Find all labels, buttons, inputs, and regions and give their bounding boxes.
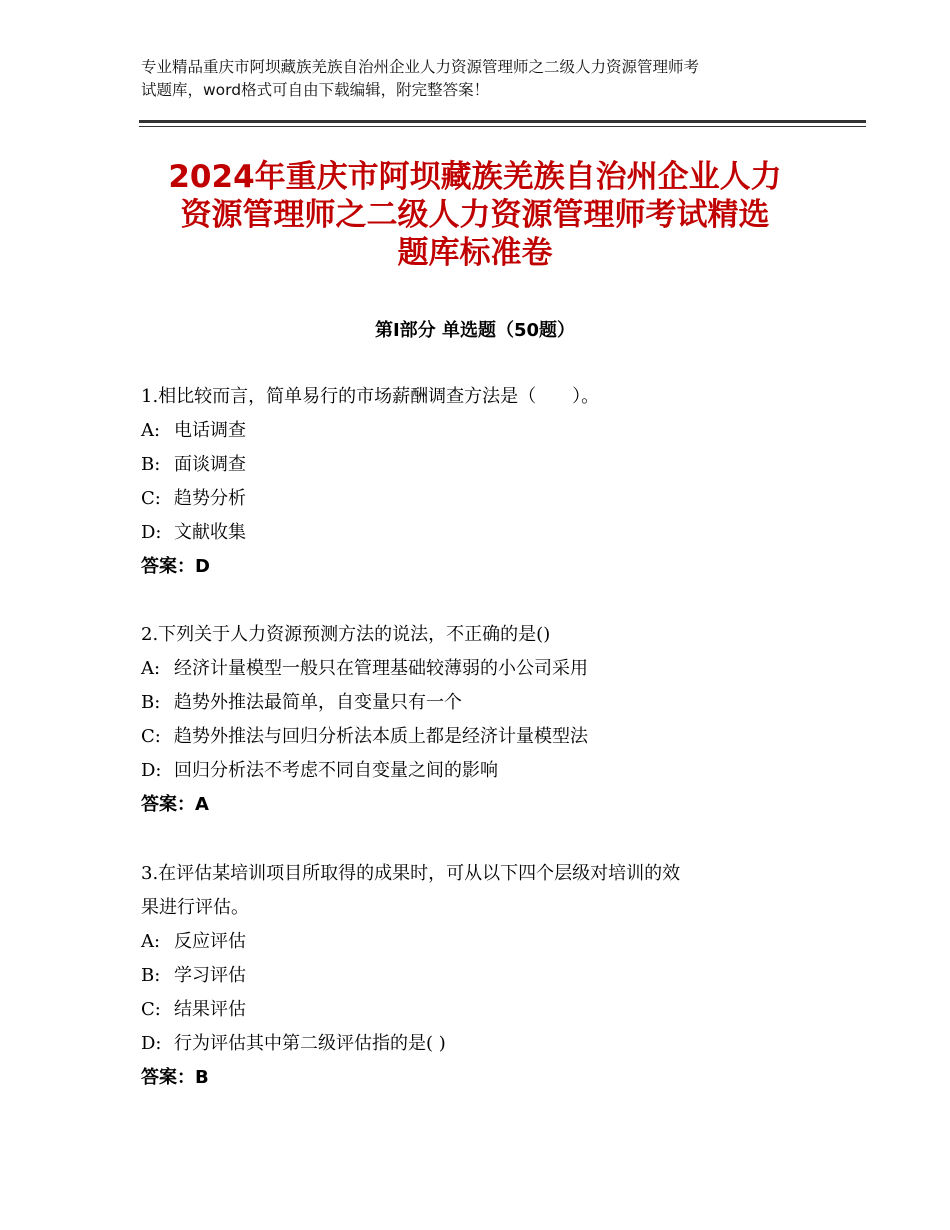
option-key: B: — [141, 454, 161, 475]
option-d — [141, 1027, 821, 1061]
question-3 — [141, 857, 821, 1095]
document-title — [100, 158, 850, 272]
header-note-line: 专业精品重庆市阿坝藏族羌族自治州企业人力资源管理师之二级人力资源管理师考 — [141, 58, 700, 76]
title-line: 题库标准卷 — [397, 235, 553, 271]
option-key: D: — [141, 522, 162, 543]
title-line: 资源管理师之二级人力资源管理师考试精选 — [180, 197, 770, 233]
option-d — [141, 754, 821, 788]
option-b — [141, 448, 821, 482]
option-key: C: — [141, 999, 161, 1020]
question-2 — [141, 618, 821, 822]
option-key: B: — [141, 692, 161, 713]
option-a — [141, 414, 821, 448]
option-text: 学习评估 — [174, 965, 246, 986]
question-stem: 2.下列关于人力资源预测方法的说法，不正确的是() — [141, 624, 551, 645]
option-key: A: — [141, 931, 161, 952]
option-text: 行为评估其中第二级评估指的是( ) — [174, 1033, 446, 1054]
option-text: 面谈调查 — [174, 454, 246, 475]
section-heading: 第Ⅰ部分 单选题（50题） — [374, 320, 575, 341]
option-text: 结果评估 — [174, 999, 246, 1020]
option-c — [141, 720, 821, 754]
question-stem: 1.相比较而言，简单易行的市场薪酬调查方法是（ ）。 — [141, 386, 600, 407]
option-c — [141, 993, 821, 1027]
option-text: 反应评估 — [174, 931, 246, 952]
option-c — [141, 482, 821, 516]
option-a — [141, 652, 821, 686]
option-key: A: — [141, 420, 161, 441]
option-d — [141, 516, 821, 550]
question-stem: 果进行评估。 — [141, 897, 249, 918]
option-key: D: — [141, 1033, 162, 1054]
option-b — [141, 686, 821, 720]
option-text: 文献收集 — [174, 522, 246, 543]
option-key: C: — [141, 726, 161, 747]
option-key: B: — [141, 965, 161, 986]
option-text: 趋势分析 — [174, 488, 246, 509]
option-text: 回归分析法不考虑不同自变量之间的影响 — [174, 760, 498, 781]
header-divider-thin — [139, 126, 866, 127]
option-key: C: — [141, 488, 161, 509]
question-stem: 3.在评估某培训项目所取得的成果时，可从以下四个层级对培训的效 — [141, 863, 681, 884]
option-text: 电话调查 — [174, 420, 246, 441]
answer: 答案：D — [141, 556, 210, 577]
title-line: 2024年重庆市阿坝藏族羌族自治州企业人力 — [168, 159, 782, 195]
header-note-line: 试题库，word格式可自由下载编辑，附完整答案！ — [141, 81, 490, 99]
answer: 答案：A — [141, 794, 209, 815]
header-note — [141, 56, 821, 102]
option-key: A: — [141, 658, 161, 679]
header-divider-thick — [139, 120, 866, 123]
answer: 答案：B — [141, 1067, 209, 1088]
option-text: 趋势外推法与回归分析法本质上都是经济计量模型法 — [174, 726, 588, 747]
question-1 — [141, 380, 821, 584]
option-b — [141, 959, 821, 993]
option-text: 趋势外推法最简单，自变量只有一个 — [174, 692, 462, 713]
option-key: D: — [141, 760, 162, 781]
option-a — [141, 925, 821, 959]
option-text: 经济计量模型一般只在管理基础较薄弱的小公司采用 — [174, 658, 588, 679]
